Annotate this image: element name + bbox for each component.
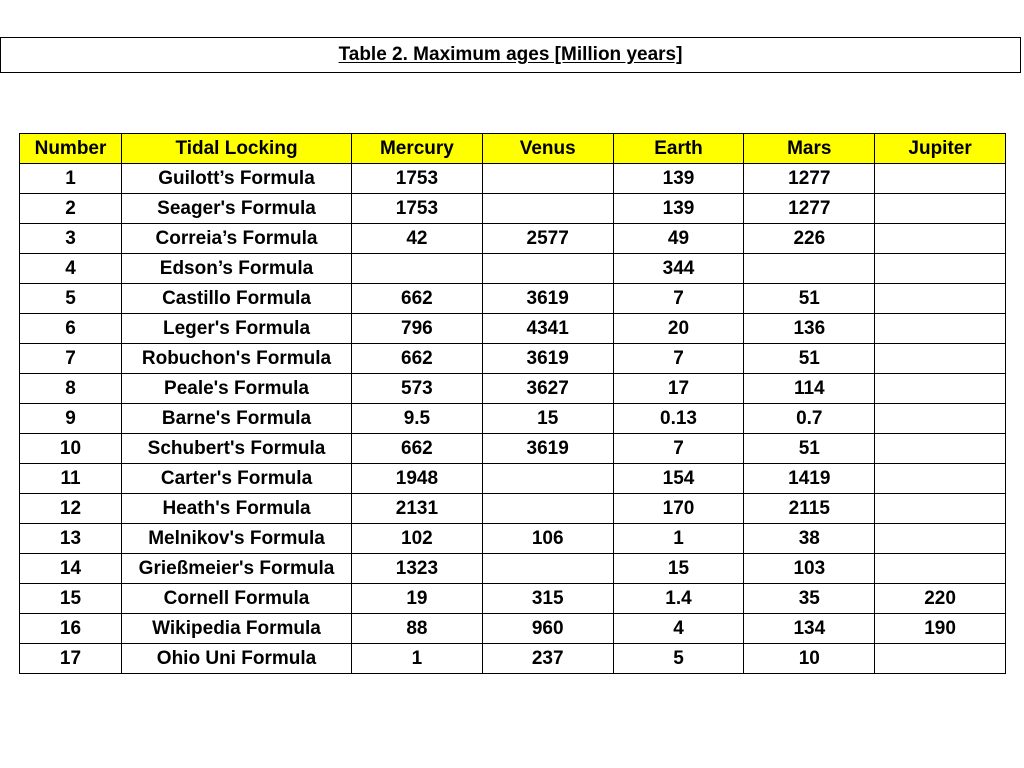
mars-cell: 2115 [744, 494, 875, 524]
mars-cell: 10 [744, 644, 875, 674]
formula-cell: Heath's Formula [122, 494, 352, 524]
mercury-cell: 1 [352, 644, 483, 674]
jupiter-cell [875, 284, 1006, 314]
earth-cell: 7 [613, 284, 744, 314]
mercury-cell: 2131 [352, 494, 483, 524]
mars-cell: 1277 [744, 194, 875, 224]
mercury-cell: 9.5 [352, 404, 483, 434]
number-cell: 3 [20, 224, 122, 254]
table-header [20, 134, 1006, 164]
number-cell: 13 [20, 524, 122, 554]
table-row [20, 614, 1006, 644]
mars-cell: 226 [744, 224, 875, 254]
table-row [20, 344, 1006, 374]
table-row [20, 464, 1006, 494]
mars-cell: 1419 [744, 464, 875, 494]
venus-cell: 3619 [482, 284, 613, 314]
table-row [20, 644, 1006, 674]
mercury-cell: 573 [352, 374, 483, 404]
table-row [20, 194, 1006, 224]
mercury-cell: 662 [352, 284, 483, 314]
number-cell: 17 [20, 644, 122, 674]
header-mercury: Mercury [352, 134, 483, 164]
formula-cell: Guilott’s Formula [122, 164, 352, 194]
earth-cell: 7 [613, 434, 744, 464]
table-title: Table 2. Maximum ages [Million years] [338, 44, 683, 65]
mars-cell: 35 [744, 584, 875, 614]
venus-cell: 2577 [482, 224, 613, 254]
header-venus: Venus [482, 134, 613, 164]
jupiter-cell [875, 164, 1006, 194]
mercury-cell: 1323 [352, 554, 483, 584]
formula-cell: Grießmeier's Formula [122, 554, 352, 584]
mercury-cell: 102 [352, 524, 483, 554]
venus-cell: 3627 [482, 374, 613, 404]
jupiter-cell [875, 464, 1006, 494]
earth-cell: 20 [613, 314, 744, 344]
formula-cell: Schubert's Formula [122, 434, 352, 464]
mercury-cell: 19 [352, 584, 483, 614]
mercury-cell: 1948 [352, 464, 483, 494]
earth-cell: 7 [613, 344, 744, 374]
table-row [20, 404, 1006, 434]
header-row [20, 134, 1006, 164]
earth-cell: 154 [613, 464, 744, 494]
mars-cell: 38 [744, 524, 875, 554]
formula-cell: Edson’s Formula [122, 254, 352, 284]
mars-cell: 103 [744, 554, 875, 584]
jupiter-cell: 190 [875, 614, 1006, 644]
header-tidal-locking: Tidal Locking [122, 134, 352, 164]
jupiter-cell [875, 554, 1006, 584]
number-cell: 2 [20, 194, 122, 224]
number-cell: 11 [20, 464, 122, 494]
earth-cell: 1.4 [613, 584, 744, 614]
mercury-cell [352, 254, 483, 284]
mercury-cell: 42 [352, 224, 483, 254]
mars-cell: 51 [744, 284, 875, 314]
formula-cell: Robuchon's Formula [122, 344, 352, 374]
header-earth: Earth [613, 134, 744, 164]
number-cell: 5 [20, 284, 122, 314]
jupiter-cell [875, 524, 1006, 554]
venus-cell: 960 [482, 614, 613, 644]
earth-cell: 139 [613, 164, 744, 194]
jupiter-cell [875, 434, 1006, 464]
jupiter-cell [875, 314, 1006, 344]
earth-cell: 49 [613, 224, 744, 254]
jupiter-cell [875, 644, 1006, 674]
jupiter-cell [875, 494, 1006, 524]
number-cell: 1 [20, 164, 122, 194]
mercury-cell: 662 [352, 344, 483, 374]
mars-cell: 134 [744, 614, 875, 644]
jupiter-cell [875, 344, 1006, 374]
header-number: Number [20, 134, 122, 164]
max-ages-table [19, 133, 1006, 674]
venus-cell [482, 554, 613, 584]
mars-cell: 51 [744, 434, 875, 464]
earth-cell: 139 [613, 194, 744, 224]
table-title-box [0, 37, 1021, 73]
formula-cell: Peale's Formula [122, 374, 352, 404]
jupiter-cell [875, 194, 1006, 224]
number-cell: 9 [20, 404, 122, 434]
header-jupiter: Jupiter [875, 134, 1006, 164]
mercury-cell: 88 [352, 614, 483, 644]
table-row [20, 554, 1006, 584]
header-mars: Mars [744, 134, 875, 164]
earth-cell: 17 [613, 374, 744, 404]
venus-cell: 106 [482, 524, 613, 554]
formula-cell: Melnikov's Formula [122, 524, 352, 554]
formula-cell: Carter's Formula [122, 464, 352, 494]
table-row [20, 254, 1006, 284]
formula-cell: Wikipedia Formula [122, 614, 352, 644]
venus-cell: 15 [482, 404, 613, 434]
jupiter-cell [875, 404, 1006, 434]
venus-cell: 4341 [482, 314, 613, 344]
table-row [20, 284, 1006, 314]
number-cell: 10 [20, 434, 122, 464]
earth-cell: 4 [613, 614, 744, 644]
earth-cell: 5 [613, 644, 744, 674]
table-row [20, 314, 1006, 344]
number-cell: 4 [20, 254, 122, 284]
venus-cell [482, 464, 613, 494]
mercury-cell: 796 [352, 314, 483, 344]
formula-cell: Leger's Formula [122, 314, 352, 344]
mars-cell: 1277 [744, 164, 875, 194]
number-cell: 15 [20, 584, 122, 614]
table-row [20, 374, 1006, 404]
venus-cell: 315 [482, 584, 613, 614]
number-cell: 14 [20, 554, 122, 584]
mars-cell: 0.7 [744, 404, 875, 434]
mercury-cell: 1753 [352, 194, 483, 224]
number-cell: 12 [20, 494, 122, 524]
table-row [20, 224, 1006, 254]
jupiter-cell: 220 [875, 584, 1006, 614]
number-cell: 8 [20, 374, 122, 404]
venus-cell: 237 [482, 644, 613, 674]
venus-cell: 3619 [482, 344, 613, 374]
table-row [20, 524, 1006, 554]
earth-cell: 15 [613, 554, 744, 584]
mars-cell: 136 [744, 314, 875, 344]
mars-cell: 51 [744, 344, 875, 374]
number-cell: 6 [20, 314, 122, 344]
formula-cell: Cornell Formula [122, 584, 352, 614]
mars-cell: 114 [744, 374, 875, 404]
table-row [20, 434, 1006, 464]
table-row [20, 494, 1006, 524]
formula-cell: Correia’s Formula [122, 224, 352, 254]
earth-cell: 1 [613, 524, 744, 554]
formula-cell: Barne's Formula [122, 404, 352, 434]
jupiter-cell [875, 254, 1006, 284]
jupiter-cell [875, 224, 1006, 254]
mars-cell [744, 254, 875, 284]
number-cell: 16 [20, 614, 122, 644]
venus-cell: 3619 [482, 434, 613, 464]
formula-cell: Ohio Uni Formula [122, 644, 352, 674]
table-row [20, 164, 1006, 194]
table-body [20, 164, 1006, 674]
table-row [20, 584, 1006, 614]
formula-cell: Seager's Formula [122, 194, 352, 224]
venus-cell [482, 254, 613, 284]
earth-cell: 344 [613, 254, 744, 284]
jupiter-cell [875, 374, 1006, 404]
venus-cell [482, 194, 613, 224]
earth-cell: 0.13 [613, 404, 744, 434]
earth-cell: 170 [613, 494, 744, 524]
number-cell: 7 [20, 344, 122, 374]
formula-cell: Castillo Formula [122, 284, 352, 314]
venus-cell [482, 164, 613, 194]
mercury-cell: 1753 [352, 164, 483, 194]
mercury-cell: 662 [352, 434, 483, 464]
venus-cell [482, 494, 613, 524]
